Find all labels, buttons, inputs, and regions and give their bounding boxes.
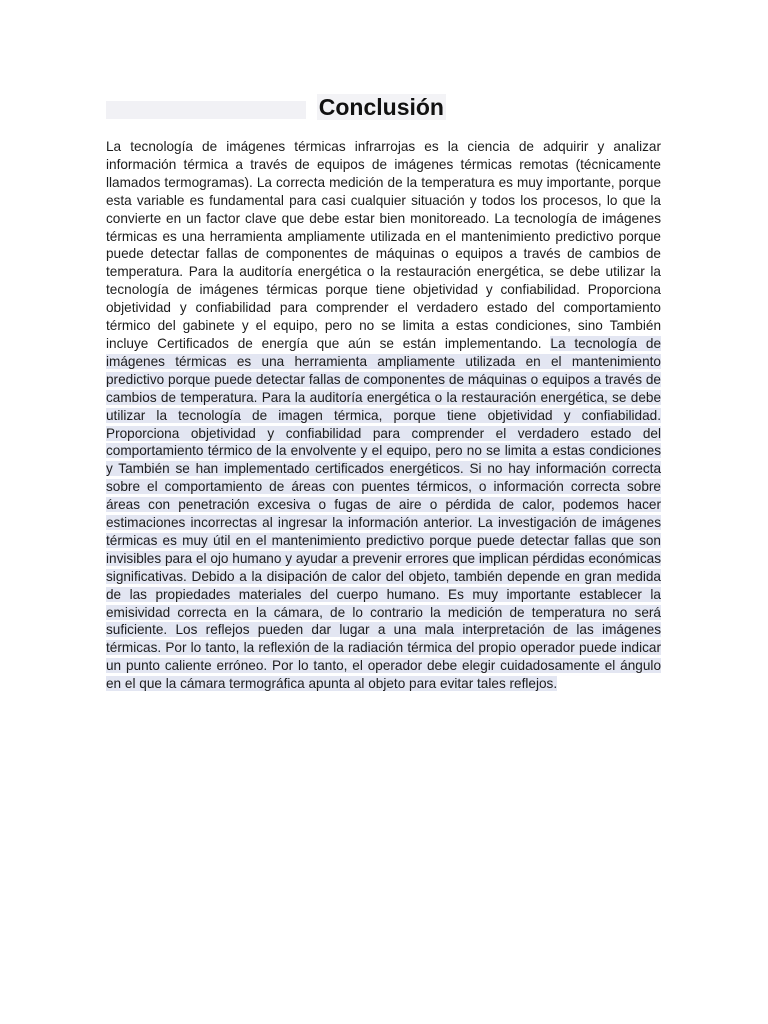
title-text: Conclusión [318, 94, 444, 120]
paragraph-plain-text: La tecnología de imágenes térmicas infrarrojas es la ciencia de adquirir y analizar información térmica a través de equipos de imágenes térmicas remotas (técnicamente llamados termogramas). La correcta medición de la temperatura es muy importante, porque esta variable es fundamental para casi cualquier situación y todos los procesos, lo que la convierte en un factor clave que debe estar bien monitoreado. La tecnología de imágenes térmicas es una herramienta ampliamente utilizada en el mantenimiento predictivo porque puede detectar fallas de componentes de máquinas o equipos a través de cambios de temperatura. Para la auditoría energética o la restauración energética, se debe utilizar la tecnología de imágenes térmicas porque tiene objetividad y confiabilidad. Proporciona objetividad y confiabilidad para comprender el verdadero estado del comportamiento térmico del gabinete y el equipo, pero no se limita a estas condiciones, sino También incluye Certificados de energía que aún se están implementando. [106, 139, 661, 351]
page-title [106, 92, 446, 122]
conclusion-paragraph [106, 138, 661, 693]
paragraph-highlighted-text: La tecnología de imágenes térmicas es una herramienta ampliamente utilizada en el mantenimiento predictivo porque puede detectar fallas de componentes de máquinas o equipos a través de cambios de temperatura. Para la auditoría energética o la restauración energética, se debe utilizar la tecnología de imagen térmica, porque tiene objetividad y confiabilidad. Proporciona objetividad y confiabilidad para comprender el verdadero estado del comportamiento térmico de la envolvente y el equipo, pero no se limita a estas condiciones y También se han implementado certificados energéticos. Si no hay información correcta sobre el comportamiento de áreas con puentes térmicos, o información correcta sobre áreas con penetración excesiva o fugas de aire o pérdida de calor, podemos hacer estimaciones incorrectas al ingresar la información anterior. La investigación de imágenes térmicas es muy útil en el mantenimiento predictivo porque puede detectar fallas que son invisibles para el ojo humano y ayudar a prevenir errores que implican pérdidas económicas significativas. Debido a la disipación de calor del objeto, también depende en gran medida de las propiedades materiales del cuerpo humano. Es muy importante establecer la emisividad correcta en la cámara, de lo contrario la medición de temperatura no será suficiente. Los reflejos pueden dar lugar a una mala interpretación de las imágenes térmicas. Por lo tanto, la reflexión de la radiación térmica del propio operador puede indicar un punto caliente erróneo. Por lo tanto, el operador debe elegir cuidadosamente el ángulo en el que la cámara termográfica apunta al objeto para evitar tales reflejos. [106, 335, 662, 692]
